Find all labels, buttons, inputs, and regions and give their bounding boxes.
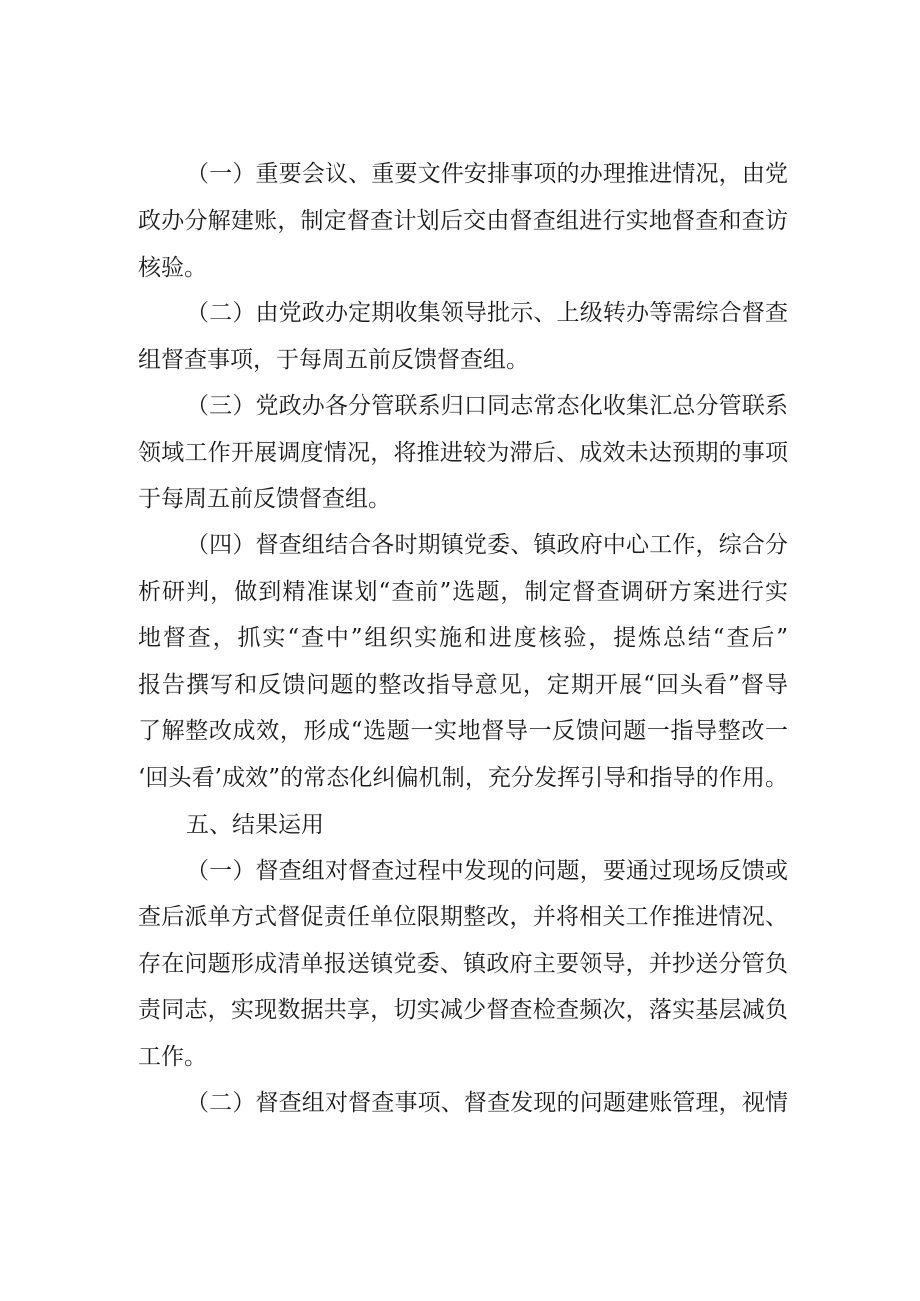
paragraph-5-line-2: 查后派单方式督促责任单位限期整改，并将相关工作推进情况、 xyxy=(138,904,788,930)
paragraph-5-line-3: 存在问题形成清单报送镇党委、镇政府主要领导，并抄送分管负 xyxy=(138,951,788,977)
paragraph-5-line-4: 责同志，实现数据共享，切实减少督查检查频次，落实基层减负 xyxy=(138,997,788,1023)
paragraph-3-line-1: （三）党政办各分管联系归口同志常态化收集汇总分管联系 xyxy=(186,393,788,419)
paragraph-5-line-5: 工作。 xyxy=(138,1044,207,1070)
paragraph-4-line-3: 地督查，抓实“查中”组织实施和进度核验，提炼总结“查后” xyxy=(138,625,788,651)
paragraph-3-line-2: 领域工作开展调度情况，将推进较为滞后、成效未达预期的事项 xyxy=(138,440,788,466)
paragraph-2-line-1: （二）由党政办定期收集领导批示、上级转办等需综合督查 xyxy=(186,300,788,326)
paragraph-4-line-5: 了解整改成效，形成“选题一实地督导一反馈问题一指导整改一 xyxy=(138,718,788,744)
paragraph-4-line-2: 析研判，做到精准谋划“查前”选题，制定督查调研方案进行实 xyxy=(138,579,788,605)
paragraph-3-line-3: 于每周五前反馈督查组。 xyxy=(138,486,391,512)
paragraph-2-line-2: 组督查事项，于每周五前反馈督查组。 xyxy=(138,347,529,373)
section-heading: 五、结果运用 xyxy=(186,812,324,838)
paragraph-4-line-4: 报告撰写和反馈问题的整改指导意见，定期开展“回头看”督导 xyxy=(138,672,788,698)
paragraph-4-line-1: （四）督查组结合各时期镇党委、镇政府中心工作，综合分 xyxy=(186,532,788,558)
paragraph-1-line-2: 政办分解建账，制定督查计划后交由督查组进行实地督查和查访 xyxy=(138,208,788,234)
paragraph-1-line-1: （一）重要会议、重要文件安排事项的办理推进情况，由党 xyxy=(186,161,788,187)
paragraph-4-line-6: ‘回头看’成效”的常态化纠偏机制，充分发挥引导和指导的作用。 xyxy=(138,765,788,791)
paragraph-6-line-1: （二）督查组对督查事项、督查发现的问题建账管理，视情 xyxy=(186,1090,788,1116)
paragraph-5-line-1: （一）督查组对督查过程中发现的问题，要通过现场反馈或 xyxy=(186,858,788,884)
paragraph-1-line-3: 核验。 xyxy=(138,255,207,281)
